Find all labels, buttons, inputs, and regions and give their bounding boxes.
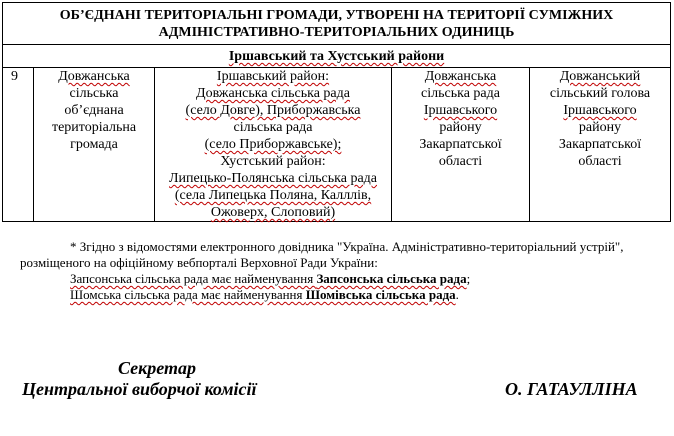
council-line: Закарпатської — [419, 137, 502, 152]
footnote-line3: Запсонська сільська рада має найменування Запсонська сільська рада; — [70, 271, 471, 286]
table-title-line2: АДМІНІСТРАТИВНО-ТЕРИТОРІАЛЬНИХ ОДИНИЦЬ — [158, 25, 515, 40]
signature-title-line2: Центральної виборчої комісії — [22, 379, 257, 399]
council-line: Довжанська — [424, 69, 497, 84]
signature-title-line1: Секретар — [118, 358, 196, 378]
composition-cell — [155, 68, 392, 222]
table-title — [3, 3, 671, 45]
community-line: Довжанська — [58, 69, 130, 84]
signature-name: О. ГАТАУЛЛІНА — [505, 379, 638, 399]
head-line: Закарпатської — [558, 137, 642, 152]
composition-line: Хустський район: — [220, 154, 326, 169]
head-line: сільський голова — [549, 86, 651, 101]
table-title-line1: ОБ’ЄДНАНІ ТЕРИТОРІАЛЬНІ ГРОМАДИ, УТВОРЕНІ НА ТЕРИТОРІЇ СУМІЖНИХ — [59, 8, 614, 23]
community-line: об’єднана — [64, 103, 124, 118]
region-name: Іршавський та Хустський райони — [228, 49, 445, 64]
council-cell — [392, 68, 530, 222]
head-line: області — [578, 154, 622, 169]
community-line: громада — [70, 137, 118, 152]
head-line: району — [578, 120, 622, 135]
row-number: 9 — [3, 68, 34, 222]
community-line: територіальна — [51, 120, 137, 135]
footnote-line4: Шомська сільська рада має найменування Шомівська сільська рада. — [70, 287, 459, 302]
composition-line: (села Липецька Поляна, Калллів, — [174, 188, 372, 203]
community-cell — [34, 68, 155, 222]
composition-line: Довжанська сільська рада — [196, 86, 350, 101]
composition-line: Ожоверх, Слоповий) — [210, 205, 336, 220]
council-line: сільська рада — [421, 86, 500, 101]
table-row — [3, 68, 671, 222]
communities-table — [2, 2, 671, 222]
composition-line: сільська рада — [233, 120, 313, 135]
composition-line: Іршавський район: — [216, 69, 330, 84]
composition-line: (село Приборжавське); — [204, 137, 342, 152]
composition-line: (село Довге), Приборжавська — [185, 103, 361, 118]
council-line: Іршавського — [423, 103, 498, 118]
council-line: району — [439, 120, 482, 135]
head-line: Іршавського — [563, 103, 637, 118]
composition-line: Липецько-Полянська сільська рада — [169, 171, 377, 186]
community-line: сільська — [69, 86, 119, 101]
council-line: області — [438, 154, 483, 169]
region-heading — [3, 45, 671, 68]
head-line: Довжанський — [559, 69, 641, 84]
footnote — [20, 239, 660, 303]
footnote-line1: * Згідно з відомостями електронного довідника "Україна. Адміністративно-територіальний устрій", — [70, 239, 624, 254]
footnote-line2: розміщеного на офіційному вебпорталі Верховної Ради України: — [20, 255, 378, 270]
head-cell — [530, 68, 671, 222]
